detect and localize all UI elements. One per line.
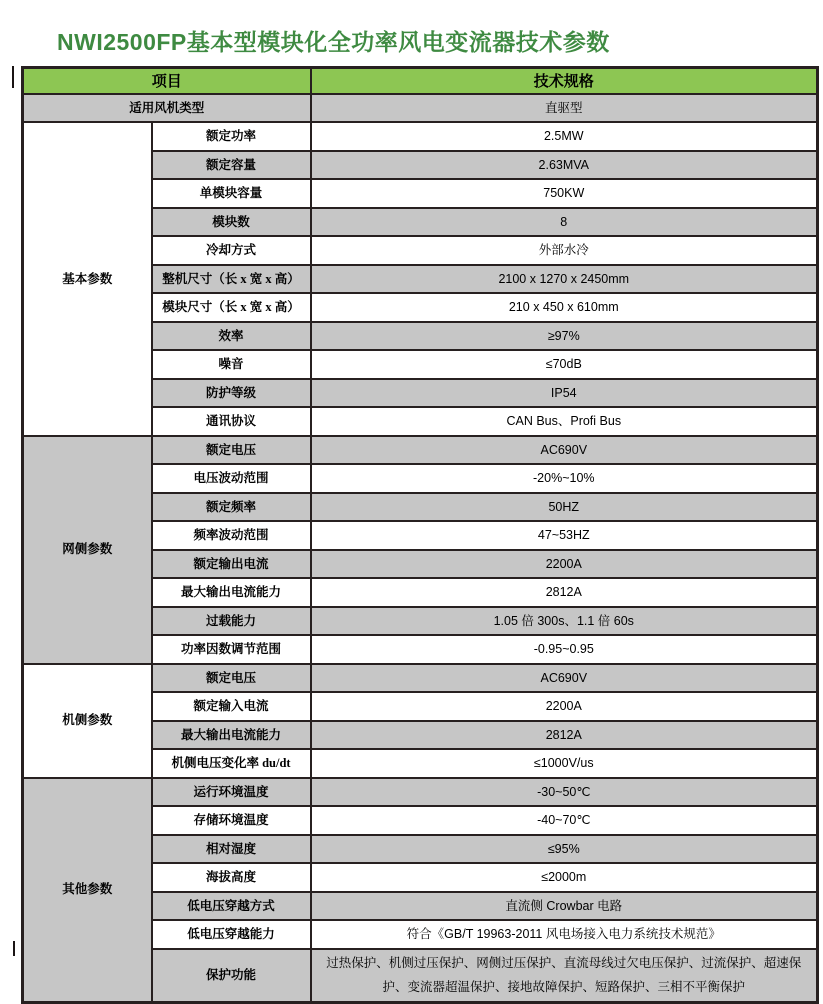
param-label-cell: 低电压穿越方式 xyxy=(152,892,311,921)
param-label-cell: 机侧电压变化率 du/dt xyxy=(152,749,311,778)
table-row xyxy=(23,122,818,151)
spec-value-cell: 50HZ xyxy=(311,493,818,522)
spec-value-cell: 直驱型 xyxy=(311,94,818,123)
param-label-cell: 额定频率 xyxy=(152,493,311,522)
spec-value-cell: AC690V xyxy=(311,664,818,693)
param-label-cell: 运行环境温度 xyxy=(152,778,311,807)
param-label-cell: 保护功能 xyxy=(152,949,311,1003)
spec-value-cell: 1.05 倍 300s、1.1 倍 60s xyxy=(311,607,818,636)
spec-value-cell: AC690V xyxy=(311,436,818,465)
param-label-cell: 适用风机类型 xyxy=(23,94,311,123)
param-label-cell: 过载能力 xyxy=(152,607,311,636)
param-label-cell: 频率波动范围 xyxy=(152,521,311,550)
spec-value-cell: 2.5MW xyxy=(311,122,818,151)
table-row xyxy=(23,436,818,465)
spec-value-cell: CAN Bus、Profi Bus xyxy=(311,407,818,436)
left-border-artifact-top xyxy=(12,66,14,88)
param-label-cell: 额定电压 xyxy=(152,436,311,465)
param-label-cell: 存储环境温度 xyxy=(152,806,311,835)
spec-value-cell: ≥97% xyxy=(311,322,818,351)
spec-value-cell: 2200A xyxy=(311,692,818,721)
spec-table xyxy=(21,66,819,1004)
spec-value-cell: 2812A xyxy=(311,721,818,750)
spec-value-cell: 过热保护、机侧过压保护、网侧过压保护、直流母线过欠电压保护、过流保护、超速保护、变流器超温保护、接地故障保护、短路保护、三相不平衡保护 xyxy=(311,949,818,1003)
spec-value-cell: -30~50℃ xyxy=(311,778,818,807)
param-label-cell: 通讯协议 xyxy=(152,407,311,436)
table-row xyxy=(23,778,818,807)
param-label-cell: 模块尺寸（长 x 宽 x 高） xyxy=(152,293,311,322)
spec-value-cell: 210 x 450 x 610mm xyxy=(311,293,818,322)
param-label-cell: 防护等级 xyxy=(152,379,311,408)
spec-value-cell: 外部水冷 xyxy=(311,236,818,265)
table-header-row xyxy=(23,68,818,94)
header-spec-cell: 技术规格 xyxy=(311,68,818,94)
spec-value-cell: ≤70dB xyxy=(311,350,818,379)
group-cell: 基本参数 xyxy=(23,122,152,436)
spec-value-cell: -40~70℃ xyxy=(311,806,818,835)
page-title: NWI2500FP基本型模块化全功率风电变流器技术参数 xyxy=(57,29,610,55)
param-label-cell: 额定功率 xyxy=(152,122,311,151)
group-cell: 其他参数 xyxy=(23,778,152,1003)
param-label-cell: 单模块容量 xyxy=(152,179,311,208)
param-label-cell: 额定电压 xyxy=(152,664,311,693)
spec-value-cell: -0.95~0.95 xyxy=(311,635,818,664)
spec-value-cell: 47~53HZ xyxy=(311,521,818,550)
param-label-cell: 额定容量 xyxy=(152,151,311,180)
spec-value-cell: 750KW xyxy=(311,179,818,208)
param-label-cell: 模块数 xyxy=(152,208,311,237)
spec-value-cell: 2.63MVA xyxy=(311,151,818,180)
param-label-cell: 冷却方式 xyxy=(152,236,311,265)
param-label-cell: 额定输出电流 xyxy=(152,550,311,579)
param-label-cell: 相对湿度 xyxy=(152,835,311,864)
table-row xyxy=(23,94,818,123)
param-label-cell: 低电压穿越能力 xyxy=(152,920,311,949)
spec-value-cell: ≤95% xyxy=(311,835,818,864)
param-label-cell: 效率 xyxy=(152,322,311,351)
spec-value-cell: ≤1000V/us xyxy=(311,749,818,778)
param-label-cell: 额定输入电流 xyxy=(152,692,311,721)
left-border-artifact-bottom xyxy=(13,941,15,956)
param-label-cell: 电压波动范围 xyxy=(152,464,311,493)
param-label-cell: 最大输出电流能力 xyxy=(152,721,311,750)
param-label-cell: 海拔高度 xyxy=(152,863,311,892)
spec-value-cell: 2200A xyxy=(311,550,818,579)
spec-value-cell: 2100 x 1270 x 2450mm xyxy=(311,265,818,294)
param-label-cell: 功率因数调节范围 xyxy=(152,635,311,664)
spec-value-cell: ≤2000m xyxy=(311,863,818,892)
group-cell: 机侧参数 xyxy=(23,664,152,778)
group-cell: 网侧参数 xyxy=(23,436,152,664)
spec-value-cell: -20%~10% xyxy=(311,464,818,493)
header-items-cell: 项目 xyxy=(23,68,311,94)
param-label-cell: 整机尺寸（长 x 宽 x 高） xyxy=(152,265,311,294)
spec-value-cell: IP54 xyxy=(311,379,818,408)
spec-value-cell: 直流侧 Crowbar 电路 xyxy=(311,892,818,921)
spec-value-cell: 8 xyxy=(311,208,818,237)
spec-value-cell: 符合《GB/T 19963-2011 风电场接入电力系统技术规范》 xyxy=(311,920,818,949)
table-row xyxy=(23,664,818,693)
param-label-cell: 噪音 xyxy=(152,350,311,379)
spec-value-cell: 2812A xyxy=(311,578,818,607)
param-label-cell: 最大输出电流能力 xyxy=(152,578,311,607)
